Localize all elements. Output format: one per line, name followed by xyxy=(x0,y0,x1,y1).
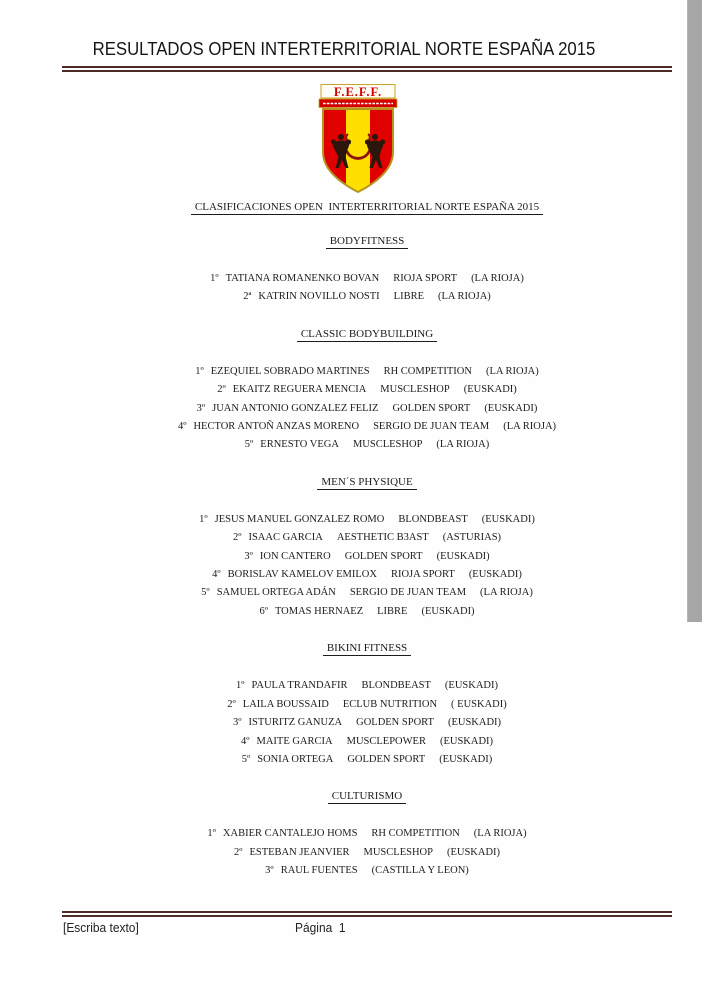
rank: 5º xyxy=(244,439,254,451)
region-label: (LA RIOJA) xyxy=(485,365,539,377)
category-title-row xyxy=(62,327,672,341)
feff-logo xyxy=(314,84,402,194)
logo-acronym: F.E.F.F. xyxy=(333,84,383,99)
category-rows xyxy=(62,363,672,455)
result-row xyxy=(62,677,672,695)
category-title-row xyxy=(62,789,672,803)
shield-icon xyxy=(323,109,393,194)
athlete-name: RAUL FUENTES xyxy=(280,865,358,877)
club-name: GOLDEN SPORT xyxy=(344,550,423,562)
rank: 6º xyxy=(259,605,268,617)
club-name: MUSCLESHOP xyxy=(363,846,433,858)
category-section xyxy=(62,327,672,455)
page-footer xyxy=(0,920,702,938)
category-rows xyxy=(62,270,672,307)
athlete-name: JESUS MANUEL GONZALEZ ROMO xyxy=(214,513,385,525)
result-row xyxy=(62,400,672,418)
rank: 5º xyxy=(241,753,251,765)
category-title: MEN´S PHYSIQUE xyxy=(317,476,416,490)
region-label: (LA RIOJA) xyxy=(480,587,533,599)
athlete-name: ISAAC GARCIA xyxy=(248,532,323,544)
category-title: BIKINI FITNESS xyxy=(323,642,411,656)
page-number: Página 1 xyxy=(295,920,346,935)
region-label: (EUSKADI) xyxy=(446,846,501,858)
athlete-name: EKAITZ REGUERA MENCIA xyxy=(232,384,367,396)
region-label: (LA RIOJA) xyxy=(438,291,491,303)
athlete-name: SAMUEL ORTEGA ADÁN xyxy=(216,587,336,599)
region-label: (LA RIOJA) xyxy=(436,439,490,451)
result-row xyxy=(62,363,672,381)
region-label: (EUSKADI) xyxy=(484,402,538,414)
category-title-row xyxy=(62,641,672,655)
category-rows xyxy=(62,677,672,769)
club-name: GOLDEN SPORT xyxy=(392,402,471,414)
athlete-name: HECTOR ANTOÑ ANZAS MORENO xyxy=(193,421,360,433)
result-row xyxy=(62,288,672,306)
region-label: (LA RIOJA) xyxy=(503,421,557,433)
athlete-name: ISTURITZ GANUZA xyxy=(248,717,343,729)
region-label: (ASTURIAS) xyxy=(442,532,502,544)
club-name: RIOJA SPORT xyxy=(393,273,458,284)
athlete-name: MAITE GARCIA xyxy=(256,735,333,747)
club-name: BLONDBEAST xyxy=(361,680,431,692)
rank: 2º xyxy=(233,846,243,858)
footer-rule xyxy=(62,911,672,917)
footer-placeholder-text: [Escriba texto] xyxy=(63,920,139,935)
result-row xyxy=(62,714,672,732)
athlete-name: EZEQUIEL SOBRADO MARTINES xyxy=(210,365,370,377)
result-row xyxy=(62,751,672,769)
region-label: (CASTILLA Y LEON) xyxy=(371,865,469,877)
region-label: (EUSKADI) xyxy=(439,753,493,765)
rank: 3º xyxy=(244,550,253,562)
result-row xyxy=(62,584,672,602)
result-row xyxy=(62,825,672,843)
category-section xyxy=(62,789,672,880)
club-name: MUSCLEPOWER xyxy=(346,735,426,747)
rank: 3º xyxy=(196,402,206,414)
region-label: (LA RIOJA) xyxy=(471,273,524,284)
club-name: GOLDEN SPORT xyxy=(356,717,434,729)
region-label: (EUSKADI) xyxy=(421,605,475,617)
rank: 1º xyxy=(210,273,219,284)
rank: 4º xyxy=(177,421,187,433)
logo-banner xyxy=(319,99,397,108)
results-area xyxy=(62,200,672,881)
club-name: RIOJA SPORT xyxy=(390,569,455,581)
athlete-name: BORISLAV KAMELOV EMILOX xyxy=(227,569,377,581)
category-section xyxy=(62,234,672,307)
region-label: (LA RIOJA) xyxy=(473,828,527,840)
header-rule xyxy=(62,66,672,72)
club-name: LIBRE xyxy=(393,291,425,303)
athlete-name: KATRIN NOVILLO NOSTI xyxy=(258,291,380,303)
category-section xyxy=(62,641,672,769)
club-name: MUSCLESHOP xyxy=(352,439,423,451)
rank: 4º xyxy=(212,569,221,581)
result-row xyxy=(62,270,672,288)
result-row xyxy=(62,418,672,436)
result-row xyxy=(62,862,672,880)
result-row xyxy=(62,844,672,862)
rank: 2º xyxy=(227,698,236,710)
feff-crest-icon xyxy=(314,84,402,194)
athlete-name: ERNESTO VEGA xyxy=(260,439,339,451)
category-title-row xyxy=(62,234,672,248)
rank: 3º xyxy=(232,717,242,729)
rank: 1º xyxy=(236,680,245,692)
rank: 1º xyxy=(199,513,208,525)
category-section xyxy=(62,475,672,621)
result-row xyxy=(62,381,672,399)
athlete-name: LAILA BOUSSAID xyxy=(242,698,329,710)
result-row xyxy=(62,696,672,714)
result-row xyxy=(62,548,672,566)
scrollbar-thumb[interactable] xyxy=(687,0,702,622)
rank: 2º xyxy=(217,384,226,396)
athlete-name: TOMAS HERNAEZ xyxy=(274,605,364,617)
region-label: (EUSKADI) xyxy=(463,384,517,396)
rank: 4º xyxy=(240,735,250,747)
category-title: CULTURISMO xyxy=(328,790,407,804)
classification-heading-text: CLASIFICACIONES OPEN INTERTERRITORIAL NORTE ESPAÑA 2015 xyxy=(191,201,543,215)
region-label: (EUSKADI) xyxy=(444,680,498,692)
region-label: (EUSKADI) xyxy=(447,717,502,729)
classification-heading xyxy=(62,200,672,214)
category-title: BODYFITNESS xyxy=(326,235,409,249)
result-row xyxy=(62,566,672,584)
page-title: RESULTADOS OPEN INTERTERRITORIAL NORTE ESPAÑA 2015 xyxy=(92,39,596,59)
athlete-name: PAULA TRANDAFIR xyxy=(251,680,348,692)
club-name: SERGIO DE JUAN TEAM xyxy=(349,587,467,599)
region-label: (EUSKADI) xyxy=(439,735,494,747)
club-name: LIBRE xyxy=(377,605,408,617)
region-label: (EUSKADI) xyxy=(481,513,535,525)
category-rows xyxy=(62,511,672,621)
result-row xyxy=(62,603,672,621)
club-name: RH COMPETITION xyxy=(371,828,460,840)
rank: 2º xyxy=(232,532,242,544)
athlete-name: ION CANTERO xyxy=(259,550,331,562)
club-name: BLONDBEAST xyxy=(398,513,468,525)
athlete-name: ESTEBAN JEANVIER xyxy=(249,846,350,858)
club-name: SERGIO DE JUAN TEAM xyxy=(373,421,490,433)
category-title-row xyxy=(62,475,672,489)
club-name: GOLDEN SPORT xyxy=(347,753,426,765)
region-label: ( EUSKADI) xyxy=(451,698,507,710)
athlete-name: JUAN ANTONIO GONZALEZ FELIZ xyxy=(212,402,379,414)
rank: 1º xyxy=(207,828,216,840)
result-row xyxy=(62,529,672,547)
club-name: ECLUB NUTRITION xyxy=(342,698,438,710)
region-label: (EUSKADI) xyxy=(468,569,522,581)
rank: 2ª xyxy=(243,291,252,303)
region-label: (EUSKADI) xyxy=(436,550,490,562)
club-name: AESTHETIC B3AST xyxy=(336,532,429,544)
athlete-name: XABIER CANTALEJO HOMS xyxy=(222,828,358,840)
result-row xyxy=(62,733,672,751)
rank: 1º xyxy=(195,365,204,377)
category-title: CLASSIC BODYBUILDING xyxy=(297,328,437,342)
rank: 5º xyxy=(201,587,210,599)
rank: 3º xyxy=(265,865,274,877)
category-rows xyxy=(62,825,672,880)
club-name: RH COMPETITION xyxy=(383,365,472,377)
club-name: MUSCLESHOP xyxy=(380,384,450,396)
result-row xyxy=(62,511,672,529)
athlete-name: SONIA ORTEGA xyxy=(257,753,334,765)
result-row xyxy=(62,436,672,454)
athlete-name: TATIANA ROMANENKO BOVAN xyxy=(225,273,380,284)
